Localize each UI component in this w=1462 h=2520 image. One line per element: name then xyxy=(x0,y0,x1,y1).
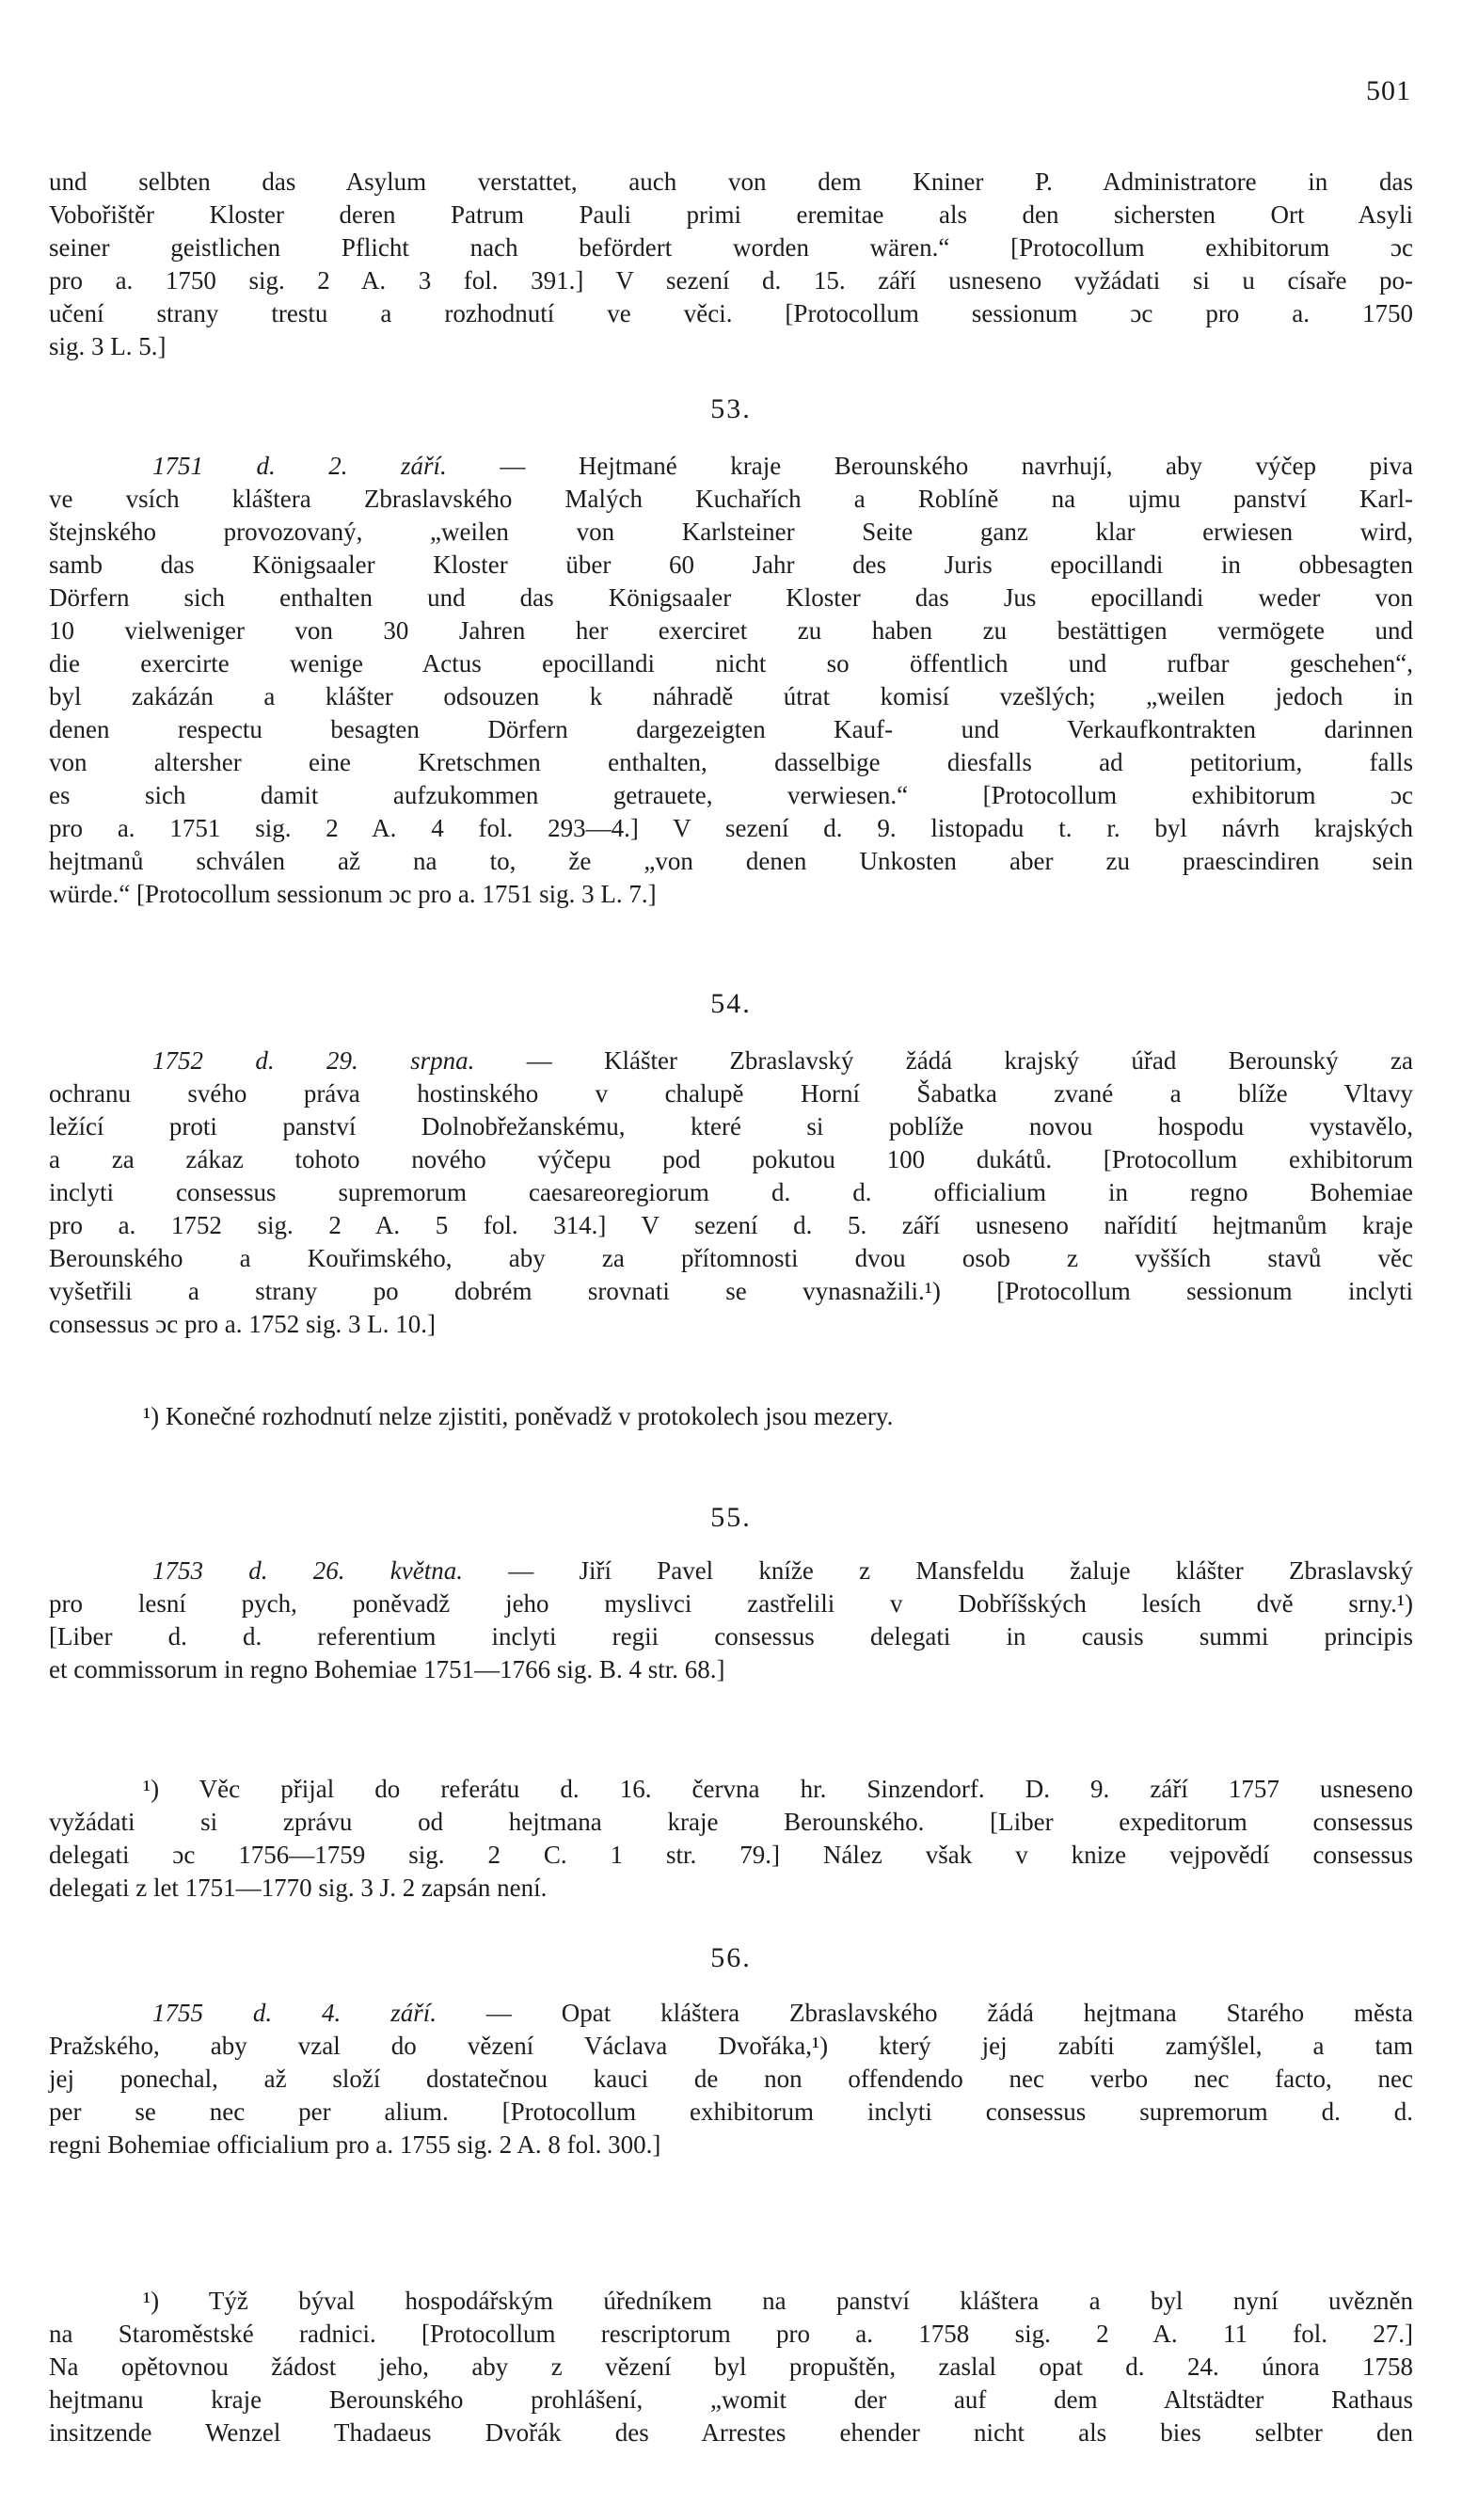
text-line: denen respectu besagten Dörfern dargezeigten Kauf- und Verkaufkontrakten darinnen xyxy=(49,715,1413,743)
section-body xyxy=(49,1555,1413,1686)
text-fragment: — Hejtmané kraje Berounského navrhují, aby výčep piva xyxy=(446,452,1413,480)
text-line: würde.“ [Protocollum sessionum ɔc pro a. 1751 sig. 3 L. 7.] xyxy=(49,880,657,908)
footnote-line: ¹) Konečné rozhodnutí nelze zjistiti, poněvadž v protokolech jsou mezery. xyxy=(143,1402,894,1430)
text-line: jej ponechal, až složí dostatečnou kauci de non offendendo nec verbo nec facto, nec xyxy=(49,2065,1413,2093)
text-line: Dörfern sich enthalten und das Königsaaler Kloster das Jus epocillandi weder von xyxy=(49,583,1413,612)
footnote xyxy=(49,2285,1413,2449)
section-date: 1752 d. 29. srpna. xyxy=(152,1046,475,1075)
text-line: pro a. 1750 sig. 2 A. 3 fol. 391.] V sezení d. 15. září usneseno vyžádati si u císaře po- xyxy=(49,266,1413,295)
footnote-line: Na opětovnou žádost jeho, aby z vězení byl propuštěn, zaslal opat d. 24. února 1758 xyxy=(49,2353,1413,2381)
section-heading: 56. xyxy=(710,1942,752,1973)
text-line: ležící proti panství Dolnobřežanskému, které si poblíže novou hospodu vystavělo, xyxy=(49,1112,1413,1140)
text-line xyxy=(49,1555,1413,1587)
text-line: regni Bohemiae officialium pro a. 1755 sig. 2 A. 8 fol. 300.] xyxy=(49,2130,661,2159)
section-heading: 55. xyxy=(710,1502,752,1533)
text-line: consessus ɔc pro a. 1752 sig. 3 L. 10.] xyxy=(49,1310,436,1338)
footnote-line: ¹) Týž býval hospodářským úředníkem na panství kláštera a byl nyní uvězněn xyxy=(143,2287,1413,2315)
section-heading: 54. xyxy=(710,988,752,1019)
text-line: pro a. 1752 sig. 2 A. 5 fol. 314.] V sezení d. 5. září usneseno nařídití hejtmanům kraje xyxy=(49,1211,1413,1239)
footnote-line: delegati ɔc 1756—1759 sig. 2 C. 1 str. 79.] Nález však v knize vejpovědí consessus xyxy=(49,1841,1413,1869)
text-fragment: — Opat kláštera Zbraslavského žádá hejtmana Starého města xyxy=(436,1999,1413,2027)
text-line: es sich damit aufzukommen getrauete, verwiesen.“ [Protocollum exhibitorum ɔc xyxy=(49,781,1413,809)
footnote-line: vyžádati si zprávu od hejtmana kraje Berounského. [Liber expeditorum consessus xyxy=(49,1808,1413,1836)
footnote-line: na Staroměstské radnici. [Protocollum rescriptorum pro a. 1758 sig. 2 A. 11 fol. 27.] xyxy=(49,2320,1413,2348)
page-number: 501 xyxy=(1366,75,1411,106)
section-heading: 53. xyxy=(710,393,752,424)
footnote-line: delegati z let 1751—1770 sig. 3 J. 2 zapsán není. xyxy=(49,1874,548,1902)
text-line: die exercirte wenige Actus epocillandi nicht so öffentlich und rufbar geschehen“, xyxy=(49,649,1413,678)
section-body xyxy=(49,450,1413,911)
section-date: 1751 d. 2. září. xyxy=(152,452,447,480)
text-line: hejtmanů schválen až na to, že „von denen Unkosten aber zu praescindiren sein xyxy=(49,847,1413,875)
text-fragment: — Jiří Pavel kníže z Mansfeldu žaluje klášter Zbraslavský xyxy=(462,1556,1413,1585)
text-line: vyšetřili a strany po dobrém srovnati se vynasnažili.¹) [Protocollum sessionum inclyti xyxy=(49,1277,1413,1305)
text-line xyxy=(49,1045,1413,1077)
text-line: von altersher eine Kretschmen enthalten, dasselbige diesfalls ad petitorium, falls xyxy=(49,748,1413,776)
text-line: Vobořištěr Kloster deren Patrum Pauli primi eremitae als den sichersten Ort Asyli xyxy=(49,200,1413,229)
text-line xyxy=(49,1997,1413,2030)
section-body xyxy=(49,1045,1413,1341)
text-line: 10 vielweniger von 30 Jahren her exerciret zu haben zu bestättigen vermögete und xyxy=(49,616,1413,645)
continuation-paragraph xyxy=(49,166,1413,363)
text-line: sig. 3 L. 5.] xyxy=(49,332,167,360)
footnote xyxy=(49,1400,1413,1433)
text-line: Berounského a Kouřimského, aby za přítomnosti dvou osob z vyšších stavů věc xyxy=(49,1244,1413,1272)
text-fragment: — Klášter Zbraslavský žádá krajský úřad Berounský za xyxy=(474,1046,1414,1075)
text-line: pro a. 1751 sig. 2 A. 4 fol. 293—4.] V sezení d. 9. listopadu t. r. byl návrh krajských xyxy=(49,814,1413,842)
text-line: byl zakázán a klášter odsouzen k náhradě útrat komisí vzešlých; „weilen jedoch in xyxy=(49,682,1413,710)
text-line: učení strany trestu a rozhodnutí ve věci. [Protocollum sessionum ɔc pro a. 1750 xyxy=(49,299,1413,327)
text-line: [Liber d. d. referentium inclyti regii consessus delegati in causis summi principis xyxy=(49,1622,1413,1651)
footnote-line: ¹) Věc přijal do referátu d. 16. června hr. Sinzendorf. D. 9. září 1757 usneseno xyxy=(143,1775,1413,1803)
section-date: 1755 d. 4. září. xyxy=(152,1999,437,2027)
text-line: Pražského, aby vzal do vězení Václava Dvořáka,¹) který jej zabíti zamýšlel, a tam xyxy=(49,2032,1413,2060)
text-line: und selbten das Asylum verstattet, auch von dem Kniner P. Administratore in das xyxy=(49,167,1413,196)
text-line: ve vsích kláštera Zbraslavského Malých Kuchařích a Roblíně na ujmu panství Karl- xyxy=(49,485,1413,513)
text-line xyxy=(49,450,1413,483)
text-line: inclyti consessus supremorum caesareoregiorum d. d. officialium in regno Bohemiae xyxy=(49,1178,1413,1206)
text-line: pro lesní pych, poněvadž jeho myslivci zastřelili v Dobříšských lesích dvě srny.¹) xyxy=(49,1589,1413,1618)
section-date: 1753 d. 26. května. xyxy=(152,1556,463,1585)
text-line: ochranu svého práva hostinského v chalupě Horní Šabatka zvané a blíže Vltavy xyxy=(49,1079,1413,1108)
text-line: seiner geistlichen Pflicht nach befördert worden wären.“ [Protocollum exhibitorum ɔc xyxy=(49,233,1413,262)
text-line: štejnského provozovaný, „weilen von Karlsteiner Seite ganz klar erwiesen wird, xyxy=(49,518,1413,546)
footnote xyxy=(49,1773,1413,1905)
text-line: samb das Königsaaler Kloster über 60 Jahr des Juris epocillandi in obbesagten xyxy=(49,550,1413,579)
footnote-line: hejtmanu kraje Berounského prohlášení, „womit der auf dem Altstädter Rathaus xyxy=(49,2385,1413,2414)
section-body xyxy=(49,1997,1413,2161)
text-line: a za zákaz tohoto nového výčepu pod pokutou 100 dukátů. [Protocollum exhibitorum xyxy=(49,1145,1413,1173)
footnote-line: insitzende Wenzel Thadaeus Dvořák des Arrestes ehender nicht als bies selbter den xyxy=(49,2418,1413,2447)
text-line: et commissorum in regno Bohemiae 1751—1766 sig. B. 4 str. 68.] xyxy=(49,1655,725,1683)
text-line: per se nec per alium. [Protocollum exhibitorum inclyti consessus supremorum d. d. xyxy=(49,2097,1413,2126)
